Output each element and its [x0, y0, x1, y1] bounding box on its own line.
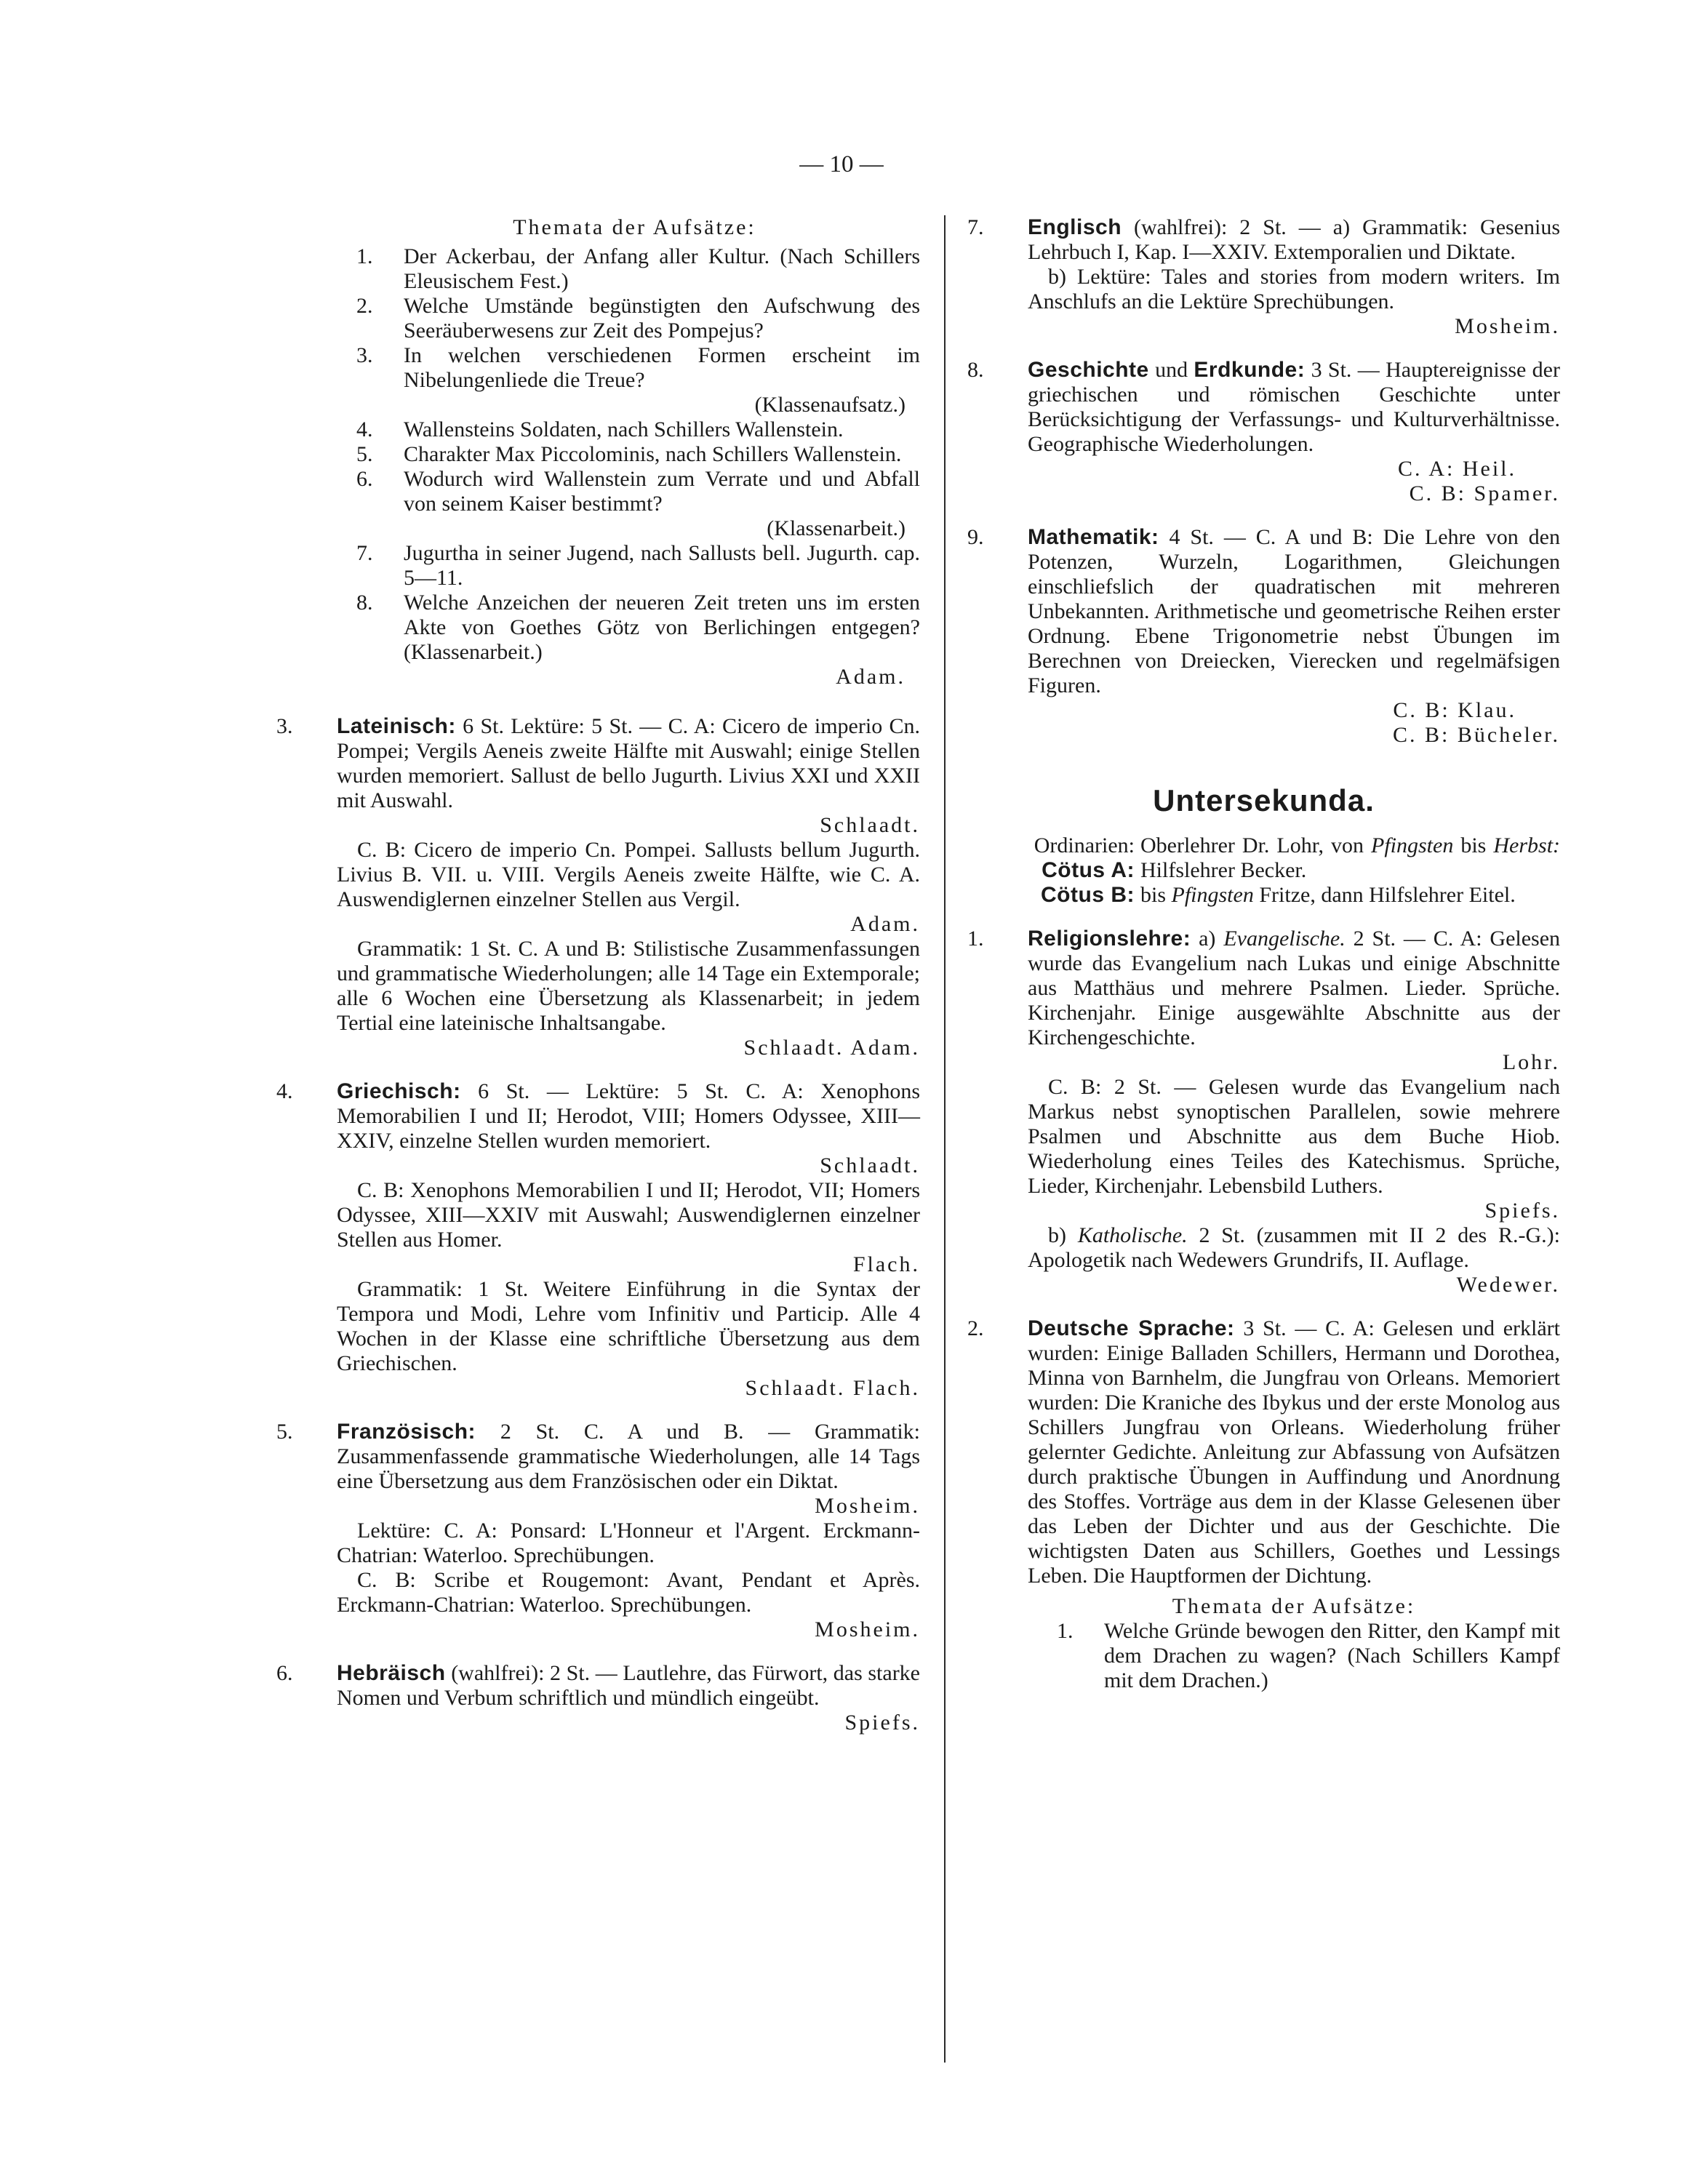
- list-item: 5. Charakter Max Piccolominis, nach Schillers Wallenstein.: [356, 442, 902, 466]
- section-griechisch: 4. Griechisch: 6 St. — Lektüre: 5 St. C. A: Xenophons Memorabilien I und II; Herodot, VIII; Homers Odyssee, XIII—XXIV, einzelne Stellen wurden memoriert. Schlaadt. C. B: Xenophons Memorabilien I und II; Herodot, VII; Homers Odyssee, XIII—XXIV mit Auswahl; Auswendiglernen einzelner Stellen aus Homer. Flach. Grammatik: 1 St. Weitere Einführung in die Syntax der Tempora und Modi, Lehre vom Infinitiv und Particip. Alle 4 Wochen in der Klasse eine schriftliche Übersetzung aus dem Griechischen. Schlaadt. Flach.: [276, 1079, 921, 1400]
- list-item: 3. In welchen verschiedenen Formen erscheint im Nibelungenliede die Treue? (Klassenaufsatz.): [356, 343, 920, 417]
- section-deutsch: 2. Deutsche Sprache: 3 St. — C. A: Gelesen und erklärt wurden: Einige Balladen Schillers, Hermann und Dorothea, Minna von Barnhelm, die Jungfrau von Orleans. Memoriert wurden: Die Kraniche des Ibykus und der erste Monolog aus Schillers Jungfrau von Orleans. Wiederholung früher gelernter Gedichte. Anleitung zur Abfassung von Aufsätzen durch praktische Übungen in Auffindung und Anordnung des Stoffes. Vorträge aus dem in der Klasse Gelesenen über das Leben der Dichter und aus der Geschichte. Die wichtigsten Daten aus Schillers, Goethes und Lessings Leben. Die Hauptformen der Dichtung. Themata der Aufsätze: 1. Welche Gründe bewogen den Ritter, den Kampf mit dem Drachen zu wagen? (Nach Schillers Kampf mit dem Drachen.): [967, 1316, 1560, 1692]
- section-title: Griechisch:: [337, 1079, 461, 1103]
- section-englisch: 7. Englisch (wahlfrei): 2 St. — a) Grammatik: Gesenius Lehrbuch I, Kap. I—XXIV. Extemporalien und Diktate. b) Lektüre: Tales and stories from modern writers. Im Anschlufs an die Lektüre Sprechübungen. Mosheim.: [967, 215, 1561, 338]
- section-franzoesisch: 5. Französisch: 2 St. C. A und B. — Grammatik: Zusammenfassende grammatische Wiederholungen, alle 14 Tags eine Übersetzung aus dem Französischen oder ein Diktat. Mosheim. Lektüre: C. A: Ponsard: L'Honneur et l'Argent. Erckmann-Chatrian: Waterloo. Sprechübungen. C. B: Scribe et Rougemont: Avant, Pendant et Après. Erckmann-Chatrian: Waterloo. Sprechübungen. Mosheim.: [276, 1420, 920, 1641]
- class-heading: Untersekunda.: [1153, 783, 1375, 817]
- section-religion: 1. Religionslehre: a) Evangelische. 2 St. — C. A: Gelesen wurde das Evangelium nach Lukas und einige Abschnitte aus Matthäus und mehrere Psalmen. Lieder. Sprüche. Kirchenjahr. Einige ausgewählte Abschnitte aus der Kirchengeschichte. Lohr. C. B: 2 St. — Gelesen wurde das Evangelium nach Markus nebst synoptischen Parallelen, sowie mehrere Psalmen und Abschnitte aus dem Buche Hiob. Wiederholung eines Teiles des Katechismus. Sprüche, Lieder, Kirchenjahr. Lebensbild Luthers. Spiefs. b) Katholische. 2 St. (zusammen mit II 2 des R.-G.): Apologetik nach Wedewers Grundrifs, II. Auflage. Wedewer.: [967, 927, 1561, 1297]
- page-number: — 10 —: [799, 151, 884, 177]
- ordinarien: Ordinarien: Cötus A: Oberlehrer Dr. Lohr, von Pfingsten bis Herbst: Hilfslehrer Becker. Cötus B: bis Pfingsten Fritze, dann Hilfslehrer Eitel.: [1034, 833, 1561, 907]
- list-item: 6. Wodurch wird Wallenstein zum Verrate und und Abfall von seinem Kaiser bestimmt? (Klassenarbeit.): [356, 467, 920, 540]
- section-latein: 3. Lateinisch: 6 St. Lektüre: 5 St. — C. A: Cicero de imperio Cn. Pompei; Vergils Aeneis zweite Hälfte mit Auswahl; einige Stellen wurden memoriert. Sallust de bello Jugurth. Livius XXI und XXII mit Auswahl. Schlaadt. C. B: Cicero de imperio Cn. Pompei. Sallusts bellum Jugurth. Livius B. VII. u. VIII. Vergils Aeneis zweite Hälfte, wie C. A. Auswendiglernen einzelner Stellen aus Vergil. Adam. Grammatik: 1 St. C. A und B: Stilistische Zusammenfassungen und grammatische Wiederholungen; alle 14 Tage ein Extemporale; alle 6 Wochen eine Übersetzung als Klassenarbeit; in jedem Tertial eine lateinische Inhaltsangabe. Schlaadt. Adam.: [276, 714, 920, 1060]
- section-title: Französisch:: [337, 1420, 476, 1444]
- list-item: 4. Wallensteins Soldaten, nach Schillers Wallenstein.: [356, 417, 844, 441]
- section-title: Englisch: [1028, 215, 1122, 239]
- themata-title: Themata der Aufsätze:: [1172, 1594, 1416, 1618]
- right-column: [967, 215, 1560, 1693]
- section-title: Lateinisch:: [337, 714, 456, 738]
- section-title: Religionslehre:: [1028, 927, 1191, 951]
- section-title: Deutsche Sprache:: [1028, 1316, 1235, 1340]
- section-geschichte: 8. Geschichte und Erdkunde: 3 St. — Hauptereignisse der griechischen und römischen Geschichte unter Berücksichtigung der Verfassungs- und Kulturverhältnisse. Geographische Wiederholungen. C. A: Heil. C. B: Spamer.: [967, 358, 1560, 505]
- section-mathematik: 9. Mathematik: 4 St. — C. A und B: Die Lehre von den Potenzen, Wurzeln, Logarithmen, Gleichungen einschliefslich der quadratischen mit mehreren Unbekannten. Arithmetische und geometrische Reihen erster Ordnung. Ebene Trigonometrie nebst Übungen im Berechnen von Dreiecken, Vierecken und regelmäfsigen Figuren. C. B: Klau. C. B: Bücheler.: [967, 525, 1560, 747]
- list-item: 2. Welche Umstände begünstigten den Aufschwung des Seeräuberwesens zur Zeit des Pompejus?: [356, 294, 920, 343]
- themata-list: [276, 244, 920, 689]
- section-title: Geschichte: [1028, 358, 1149, 382]
- list-item: 1. Welche Gründe bewogen den Ritter, den Kampf mit dem Drachen zu wagen? (Nach Schillers Kampf mit dem Drachen.): [1057, 1619, 1560, 1692]
- list-item: 8. Welche Anzeichen der neueren Zeit treten uns im ersten Akte von Goethes Götz von Berlichingen entgegen? (Klassenarbeit.) Adam.: [356, 591, 920, 689]
- column-divider: [944, 215, 946, 2063]
- section-title-2: Erdkunde:: [1194, 358, 1306, 382]
- list-item: 1. Der Ackerbau, der Anfang aller Kultur. (Nach Schillers Eleusischem Fest.): [356, 244, 920, 293]
- left-column: [276, 215, 920, 1735]
- list-item: 7. Jugurtha in seiner Jugend, nach Sallusts bell. Jugurth. cap. 5—11.: [356, 541, 920, 590]
- themata-title: Themata der Aufsätze:: [513, 215, 756, 239]
- section-title: Hebräisch: [337, 1661, 446, 1685]
- section-title: Mathematik:: [1028, 525, 1159, 549]
- section-hebraeisch: 6. Hebräisch (wahlfrei): 2 St. — Lautlehre, das Fürwort, das starke Nomen und Verbum schriftlich und mündlich eingeübt. Spiefs.: [276, 1661, 920, 1735]
